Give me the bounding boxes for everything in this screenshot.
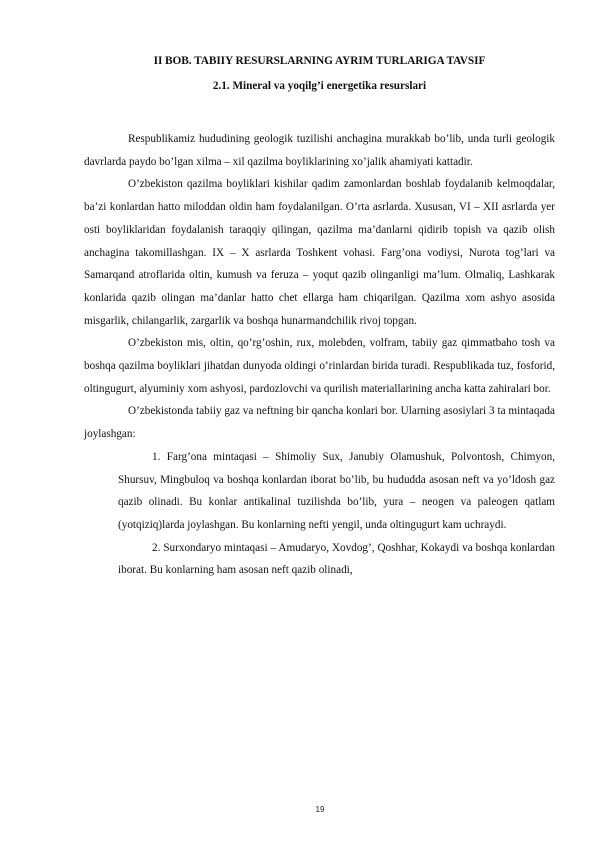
list-item: 2. Surxondaryo mintaqasi – Amudaryo, Xovdog’, Qoshhar, Kokaydi va boshqa konlardan iborat. Bu konlarning ham asosan neft qazib olinadi, <box>118 541 555 577</box>
page-number: 19 <box>315 805 325 814</box>
paragraph-4: O’zbekistonda tabiiy gaz va neftning bir qancha konlari bor. Ularning asosiylari 3 ta mintaqada joylashgan: <box>84 405 555 441</box>
body-text <box>84 128 555 582</box>
paragraph-3: O’zbekiston mis, oltin, qo’rg’oshin, rux, molebden, volfram, tabiiy gaz qimmatbaho tosh va boshqa qazilma boyliklari jihatdan dunyoda oldingi o’rinlardan birida turadi. Respublikada tuz, fosforid, oltingugurt, alyuminiy xom ashyosi, pardozlovchi va qurilish materiallarining ancha katta zahiralari bor. <box>84 337 555 395</box>
list-item: 1. Farg’ona mintaqasi – Shimoliy Sux, Janubiy Olamushuk, Polvontosh, Chimyon, Shursuv, Mingbuloq va boshqa konlardan iborat bo’lib, bu hududda asosan neft va yo’ldosh gaz qazib olinadi. Bu konlar antikalinal tuzilishda bo’lib, yura – neogen va paleogen qatlam (yotqiziq)larda joylashgan. Bu konlarning nefti yengil, unda oltingugurt kam uchraydi. <box>118 450 555 531</box>
chapter-title: II BOB. TABIIY RESURSLARNING AYRIM TURLARIGA TAVSIF <box>153 55 486 67</box>
paragraph-2: O’zbekiston qazilma boyliklari kishilar qadim zamonlardan boshlab foydalanib kelmoqdalar, ba’zi konlardan hatto miloddan oldin ham foydalanilgan. O’rta asrlarda. Xususan, VI – XII asrlarda yer osti boyliklaridan foydalanish taraqqiy qilingan, qazilma ma’danlarni qidirib topish va qazib olish anchagina takomillashgan. IX – X asrlarda Toshkent vohasi. Farg’ona vodiysi, Nurota tog’lari va Samarqand atroflarida oltin, kumush va feruza – yoqut qazib olinganligi ma’lum. Olmaliq, Lashkarak konlarida qazib olingan ma’danlar hatto chet ellarga ham chiqarilgan. Qazilma xom ashyo asosida misgarlik, chilangarlik, zargarlik va boshqa hunarmandchilik rivoj topgan. <box>84 178 555 327</box>
section-title: 2.1. Mineral va yoqilg’i energetika resurslari <box>212 80 427 92</box>
paragraph-1: Respublikamiz hududining geologik tuzilishi anchagina murakkab bo’lib, unda turli geologik davrlarda paydo bo’lgan xilma – xil qazilma boyliklarining xo’jalik ahamiyati kattadir. <box>84 133 555 168</box>
regions-list <box>84 446 555 582</box>
